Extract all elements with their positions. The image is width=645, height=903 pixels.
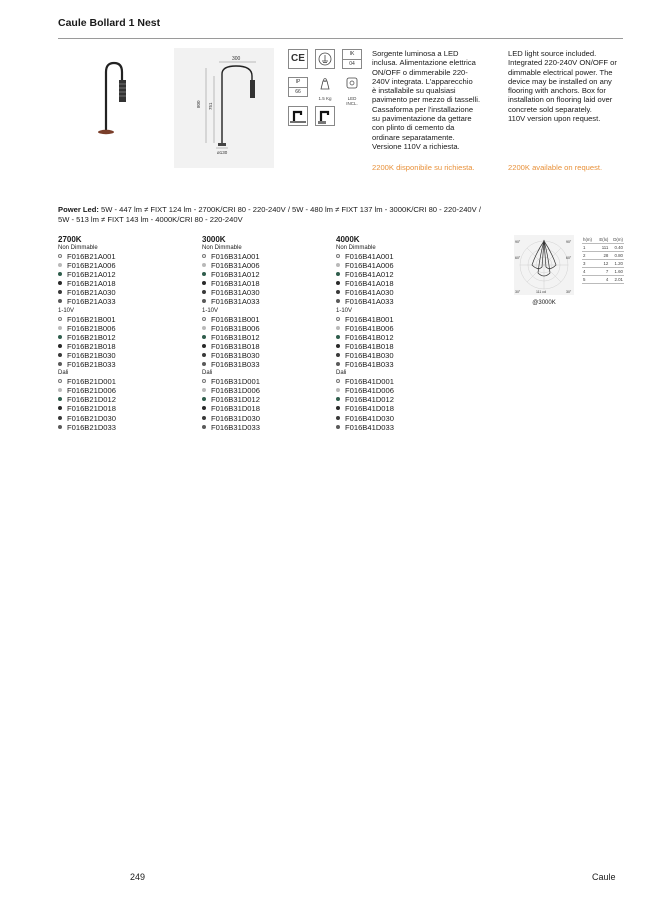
product-code: F016B41A012	[345, 270, 394, 280]
product-code-item	[58, 315, 178, 324]
product-code: F016B21B018	[67, 341, 116, 351]
product-code-item	[202, 404, 322, 413]
product-code-item	[58, 360, 178, 369]
product-code: F016B41D018	[345, 404, 394, 414]
product-code-item	[58, 414, 178, 423]
product-code: F016B31D001	[211, 377, 260, 387]
page-number: 249	[130, 872, 146, 882]
finish-color-swatch-icon	[58, 425, 62, 429]
product-code-item	[336, 279, 456, 288]
product-code: F016B41B006	[345, 323, 394, 333]
product-code-item	[58, 404, 178, 413]
finish-color-swatch-icon	[336, 397, 340, 401]
product-code: F016B41B018	[345, 341, 394, 351]
product-code: F016B41D033	[345, 422, 394, 432]
product-code: F016B21D033	[67, 422, 116, 432]
temperature-heading: 3000K	[202, 235, 226, 244]
product-code-item	[58, 333, 178, 342]
product-code: F016B21D001	[67, 377, 116, 387]
product-code-item	[202, 386, 322, 395]
product-code: F016B31B018	[211, 341, 260, 351]
product-code: F016B41A033	[345, 297, 394, 307]
finish-color-swatch-icon	[202, 406, 206, 410]
product-code: F016B41B012	[345, 332, 394, 342]
product-code-item	[202, 423, 322, 432]
table-header-row: h(m) E(lx) D(m)	[583, 237, 623, 242]
finish-color-swatch-icon	[202, 344, 206, 348]
power-line-1: 5W - 447 lm ≠ FIXT 124 lm - 2700K/CRI 80 - 220-240V / 5W - 480 lm ≠ FIXT 137 lm - 3000K/CRI 80 - 220-240V /	[98, 205, 481, 214]
product-code-item	[202, 261, 322, 270]
finish-color-swatch-icon	[202, 254, 206, 258]
product-code: F016B21A012	[67, 270, 116, 280]
candela-label: 111 cd	[536, 290, 546, 294]
weight-label: 1.5 Kg	[318, 96, 332, 101]
led-included-label: LED INCL.	[346, 96, 358, 106]
finish-color-swatch-icon	[58, 379, 62, 383]
finish-color-swatch-icon	[336, 406, 340, 410]
finish-color-swatch-icon	[202, 425, 206, 429]
angle-label: 60°	[515, 256, 521, 260]
technical-drawing	[174, 48, 274, 168]
table-row: 1 111 0.40	[583, 245, 623, 250]
dimming-group-label: Non Dimmable	[58, 245, 98, 251]
product-code: F016B21A030	[67, 288, 116, 298]
product-code: F016B21B012	[67, 332, 116, 342]
product-code: F016B41A001	[345, 252, 394, 261]
product-code: F016B21D030	[67, 413, 116, 423]
table-row: 4 7 1.60	[583, 269, 623, 274]
finish-color-swatch-icon	[202, 335, 206, 339]
product-code-item	[58, 324, 178, 333]
product-code: F016B41A006	[345, 261, 394, 271]
angle-label: 90°	[566, 240, 572, 244]
description-italian: Sorgente luminosa a LED inclusa. Alimentazione elettrica ON/OFF o dimmerabile 220- 240V integrata. L'apparecchio è installabile su qualsiasi pavimento per mezzo di tasselli. Cassaforma per l'installazione su pavimentazione da gettare con plinto di cemento da ordinare separatamente. Versione 110V a richiesta.	[372, 49, 481, 151]
finish-color-swatch-icon	[202, 326, 206, 330]
angle-label: 30°	[566, 290, 572, 294]
finish-color-swatch-icon	[336, 272, 340, 276]
product-code: F016B31B033	[211, 360, 260, 370]
finish-color-swatch-icon	[58, 326, 62, 330]
product-code: F016B31B030	[211, 350, 260, 360]
product-code: F016B31D006	[211, 386, 260, 396]
finish-color-swatch-icon	[336, 379, 340, 383]
product-code-item	[58, 270, 178, 279]
product-code-item	[202, 270, 322, 279]
finish-color-swatch-icon	[58, 362, 62, 366]
finish-color-swatch-icon	[58, 397, 62, 401]
product-code: F016B21D006	[67, 386, 116, 396]
product-code: F016B31A006	[211, 261, 260, 271]
product-code-item	[336, 261, 456, 270]
product-code: F016B31A030	[211, 288, 260, 298]
product-code-item	[58, 351, 178, 360]
column-2700k	[58, 235, 178, 432]
product-code-item	[58, 297, 178, 306]
led-included-icon	[342, 77, 362, 106]
product-code: F016B41D001	[345, 377, 394, 387]
product-code-item	[336, 315, 456, 324]
ip-rating-icon: IP 66	[288, 77, 308, 97]
angle-label: 60°	[566, 256, 572, 260]
finish-color-swatch-icon	[202, 299, 206, 303]
product-code: F016B31D018	[211, 404, 260, 414]
product-code-item	[336, 377, 456, 386]
product-code-item	[58, 395, 178, 404]
column-3000k	[202, 235, 322, 432]
floor-mount-icon	[288, 106, 308, 126]
finish-color-swatch-icon	[58, 254, 62, 258]
product-code-item	[202, 377, 322, 386]
product-code-item	[202, 342, 322, 351]
product-code-item	[202, 315, 322, 324]
finish-color-swatch-icon	[58, 281, 62, 285]
finish-color-swatch-icon	[58, 388, 62, 392]
finish-color-swatch-icon	[58, 299, 62, 303]
finish-color-swatch-icon	[202, 263, 206, 267]
product-code: F016B41B030	[345, 350, 394, 360]
photometric-diagram	[514, 235, 574, 295]
product-code-item	[336, 414, 456, 423]
finish-color-swatch-icon	[58, 416, 62, 420]
product-code: F016B41D012	[345, 395, 394, 405]
note-english: 2200K available on request.	[508, 163, 603, 172]
finish-color-swatch-icon	[336, 263, 340, 267]
note-italian: 2200K disponibile su richiesta.	[372, 163, 475, 172]
product-code-item	[336, 252, 456, 261]
product-code-item	[202, 351, 322, 360]
finish-color-swatch-icon	[336, 254, 340, 258]
dimming-group-label: Dali	[336, 370, 347, 377]
collection-name: Caule	[592, 872, 616, 882]
finish-color-swatch-icon	[336, 425, 340, 429]
power-label: Power Led:	[58, 205, 99, 214]
product-code-item	[336, 270, 456, 279]
finish-color-swatch-icon	[58, 263, 62, 267]
product-code-item	[202, 414, 322, 423]
product-code: F016B41A018	[345, 279, 394, 289]
finish-color-swatch-icon	[336, 299, 340, 303]
product-code: F016B21B001	[67, 314, 116, 324]
product-code: F016B21B006	[67, 323, 116, 333]
finish-color-swatch-icon	[58, 335, 62, 339]
product-code-item	[202, 333, 322, 342]
dimming-group-label: 1-10V	[336, 307, 353, 314]
dimming-group-label: 1-10V	[58, 307, 75, 314]
product-code-item	[202, 288, 322, 297]
table-row: 5 4 2.01	[583, 277, 623, 282]
power-led-spec	[58, 205, 618, 225]
page-title: Caule Bollard 1 Nest	[58, 17, 161, 29]
product-code-item	[336, 395, 456, 404]
finish-color-swatch-icon	[336, 326, 340, 330]
product-code: F016B31A001	[211, 252, 260, 261]
product-code-item	[202, 252, 322, 261]
drawing-height-label: 800	[196, 100, 201, 108]
product-code: F016B31A033	[211, 297, 260, 307]
finish-color-swatch-icon	[58, 317, 62, 321]
finish-color-swatch-icon	[58, 272, 62, 276]
angle-label: 90°	[515, 240, 521, 244]
ce-mark-icon: CE	[288, 49, 308, 69]
product-code-item	[58, 342, 178, 351]
finish-color-swatch-icon	[58, 406, 62, 410]
product-code-item	[202, 360, 322, 369]
product-code-item	[336, 351, 456, 360]
table-row: 3 12 1.20	[583, 261, 623, 266]
drawing-inner-height-label: 751	[208, 102, 213, 110]
finish-color-swatch-icon	[336, 281, 340, 285]
finish-color-swatch-icon	[202, 362, 206, 366]
header-divider	[58, 38, 623, 39]
product-code: F016B21D018	[67, 404, 116, 414]
product-code-item	[202, 395, 322, 404]
finish-color-swatch-icon	[336, 344, 340, 348]
finish-color-swatch-icon	[336, 335, 340, 339]
column-4000k	[336, 235, 456, 432]
product-code: F016B31A012	[211, 270, 260, 280]
product-code-item	[336, 342, 456, 351]
finish-color-swatch-icon	[58, 344, 62, 348]
finish-color-swatch-icon	[336, 416, 340, 420]
photometry-caption: @3000K	[532, 300, 556, 306]
product-code: F016B21A001	[67, 252, 116, 261]
finish-color-swatch-icon	[202, 388, 206, 392]
product-code: F016B41A030	[345, 288, 394, 298]
product-code-item	[58, 261, 178, 270]
product-code: F016B21B030	[67, 350, 116, 360]
concrete-mount-icon	[315, 106, 335, 126]
product-code: F016B41D006	[345, 386, 394, 396]
product-code: F016B21A033	[67, 297, 116, 307]
product-code: F016B31B006	[211, 323, 260, 333]
finish-color-swatch-icon	[336, 353, 340, 357]
product-code-item	[336, 333, 456, 342]
product-code: F016B41D030	[345, 413, 394, 423]
product-code: F016B31D033	[211, 422, 260, 432]
dimming-group-label: Non Dimmable	[202, 245, 242, 251]
finish-color-swatch-icon	[202, 416, 206, 420]
product-code: F016B21B033	[67, 360, 116, 370]
dimming-group-label: Dali	[202, 370, 213, 377]
finish-color-swatch-icon	[202, 272, 206, 276]
product-code: F016B41B033	[345, 360, 394, 370]
product-code-item	[336, 423, 456, 432]
product-code: F016B31B012	[211, 332, 260, 342]
finish-color-swatch-icon	[202, 379, 206, 383]
product-code-item	[336, 297, 456, 306]
product-code-item	[336, 404, 456, 413]
product-code-item	[58, 386, 178, 395]
product-code-item	[58, 377, 178, 386]
finish-color-swatch-icon	[336, 362, 340, 366]
illuminance-table	[582, 236, 624, 284]
power-line-2: 5W - 513 lm ≠ FIXT 143 lm - 4000K/CRI 80 - 220-240V	[58, 215, 243, 224]
product-code: F016B31D012	[211, 395, 260, 405]
class-ii-icon	[315, 49, 335, 69]
table-row: 2 28 0.80	[583, 253, 623, 258]
product-code-item	[58, 279, 178, 288]
product-code-item	[58, 288, 178, 297]
finish-color-swatch-icon	[202, 281, 206, 285]
drawing-width-label: 300	[232, 56, 241, 62]
dimming-group-label: Non Dimmable	[336, 245, 376, 251]
product-image	[90, 60, 130, 140]
product-code-item	[202, 297, 322, 306]
finish-color-swatch-icon	[202, 397, 206, 401]
drawing-base-label: ø130	[217, 150, 228, 155]
product-code: F016B21A006	[67, 261, 116, 271]
angle-label: 30°	[515, 290, 521, 294]
product-code-item	[336, 324, 456, 333]
product-code-item	[58, 252, 178, 261]
product-code: F016B31A018	[211, 279, 260, 289]
finish-color-swatch-icon	[58, 290, 62, 294]
product-code-item	[202, 279, 322, 288]
product-code-item	[202, 324, 322, 333]
dimming-group-label: Dali	[58, 370, 69, 377]
dimming-group-label: 1-10V	[202, 307, 219, 314]
ik-rating-icon: IK 04	[342, 49, 362, 69]
finish-color-swatch-icon	[202, 290, 206, 294]
finish-color-swatch-icon	[336, 388, 340, 392]
product-code: F016B41B001	[345, 314, 394, 324]
temperature-heading: 2700K	[58, 235, 82, 244]
product-code-item	[336, 360, 456, 369]
temperature-heading: 4000K	[336, 235, 360, 244]
product-code: F016B21A018	[67, 279, 116, 289]
weight-icon	[315, 77, 335, 101]
description-english: LED light source included. Integrated 220-240V ON/OFF or dimmable electrical power. The device may be installed on any flooring with anchors. Box for installation on flooring laid over concrete sold separately. 110V version upon request.	[508, 49, 617, 124]
finish-color-swatch-icon	[336, 317, 340, 321]
finish-color-swatch-icon	[58, 353, 62, 357]
finish-color-swatch-icon	[336, 290, 340, 294]
product-code-item	[336, 288, 456, 297]
product-code: F016B31D030	[211, 413, 260, 423]
product-code-item	[336, 386, 456, 395]
finish-color-swatch-icon	[202, 353, 206, 357]
finish-color-swatch-icon	[202, 317, 206, 321]
product-code: F016B21D012	[67, 395, 116, 405]
product-code: F016B31B001	[211, 314, 260, 324]
product-code-item	[58, 423, 178, 432]
